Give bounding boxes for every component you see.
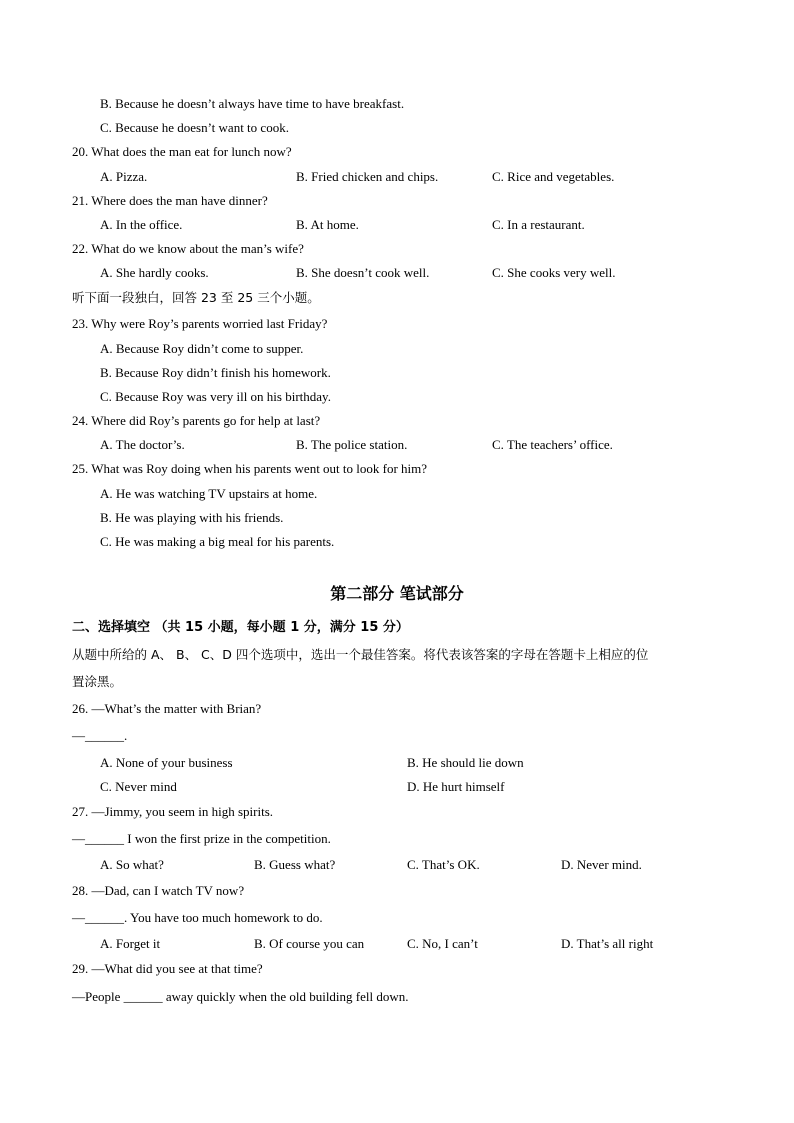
q22-stem: 22. What do we know about the man’s wife?	[72, 241, 304, 256]
q22-option-c: C. She cooks very well.	[492, 265, 616, 280]
q24-option-a: A. The doctor’s.	[100, 437, 185, 452]
q24-option-c: C. The teachers’ office.	[492, 437, 613, 452]
q23-option-c: C. Because Roy was very ill on his birthday.	[100, 389, 331, 404]
q28-option-b: B. Of course you can	[254, 936, 365, 951]
q20-option-b: B. Fried chicken and chips.	[296, 169, 439, 184]
q25-option-c: C. He was making a big meal for his parents.	[100, 534, 335, 549]
q26-reply: —______.	[72, 728, 128, 743]
q20-stem: 20. What does the man eat for lunch now?	[72, 144, 292, 159]
q19-option-c: C. Because he doesn’t want to cook.	[100, 120, 289, 135]
q26-option-d: D. He hurt himself	[407, 779, 505, 794]
part2-title: 第二部分 笔试部分	[330, 584, 464, 603]
q21-stem: 21. Where does the man have dinner?	[72, 193, 268, 208]
section2-heading: 二、选择填空 （共 15 小题，每小题 1 分，满分 15 分）	[72, 620, 409, 635]
q23-stem: 23. Why were Roy’s parents worried last Friday?	[72, 316, 328, 331]
q24-stem: 24. Where did Roy’s parents go for help at last?	[72, 413, 321, 428]
q28-option-d: D. That’s all right	[561, 936, 654, 951]
monologue-instruction: 听下面一段独白，回答 23 至 25 三个小题。	[72, 290, 320, 305]
q20-option-a: A. Pizza.	[100, 169, 148, 184]
q25-option-b: B. He was playing with his friends.	[100, 510, 284, 525]
q27-option-b: B. Guess what?	[254, 857, 336, 872]
q28-option-c: C. No, I can’t	[407, 936, 478, 951]
q25-stem: 25. What was Roy doing when his parents went out to look for him?	[72, 461, 428, 476]
q27-option-a: A. So what?	[100, 857, 164, 872]
q21-option-b: B. At home.	[296, 217, 359, 232]
q19-option-b: B. Because he doesn’t always have time to have breakfast.	[100, 96, 405, 111]
q27-option-c: C. That’s OK.	[407, 857, 480, 872]
q22-option-b: B. She doesn’t cook well.	[296, 265, 430, 280]
q21-option-c: C. In a restaurant.	[492, 217, 585, 232]
section2-instruction-line1: 从题中所给的 A、 B、 C、D 四个选项中，选出一个最佳答案。将代表该答案的字母在答题卡上相应的位	[72, 647, 649, 662]
q29-reply: —People ______ away quickly when the old building fell down.	[72, 989, 409, 1004]
q26-stem: 26. —What’s the matter with Brian?	[72, 701, 262, 716]
q25-option-a: A. He was watching TV upstairs at home.	[100, 486, 318, 501]
q28-reply: —______. You have too much homework to do.	[72, 910, 323, 925]
q27-stem: 27. —Jimmy, you seem in high spirits.	[72, 804, 274, 819]
q29-stem: 29. —What did you see at that time?	[72, 961, 263, 976]
q20-option-c: C. Rice and vegetables.	[492, 169, 615, 184]
q21-option-a: A. In the office.	[100, 217, 183, 232]
q26-option-b: B. He should lie down	[407, 755, 524, 770]
q23-option-a: A. Because Roy didn’t come to supper.	[100, 341, 304, 356]
section2-instruction-line2: 置涂黑。	[72, 674, 123, 689]
q28-option-a: A. Forget it	[100, 936, 161, 951]
q26-option-c: C. Never mind	[100, 779, 177, 794]
q28-stem: 28. —Dad, can I watch TV now?	[72, 883, 245, 898]
q23-option-b: B. Because Roy didn’t finish his homework.	[100, 365, 331, 380]
q27-reply: —______ I won the first prize in the competition.	[72, 831, 331, 846]
q22-option-a: A. She hardly cooks.	[100, 265, 209, 280]
q27-option-d: D. Never mind.	[561, 857, 642, 872]
q24-option-b: B. The police station.	[296, 437, 408, 452]
q26-option-a: A. None of your business	[100, 755, 233, 770]
